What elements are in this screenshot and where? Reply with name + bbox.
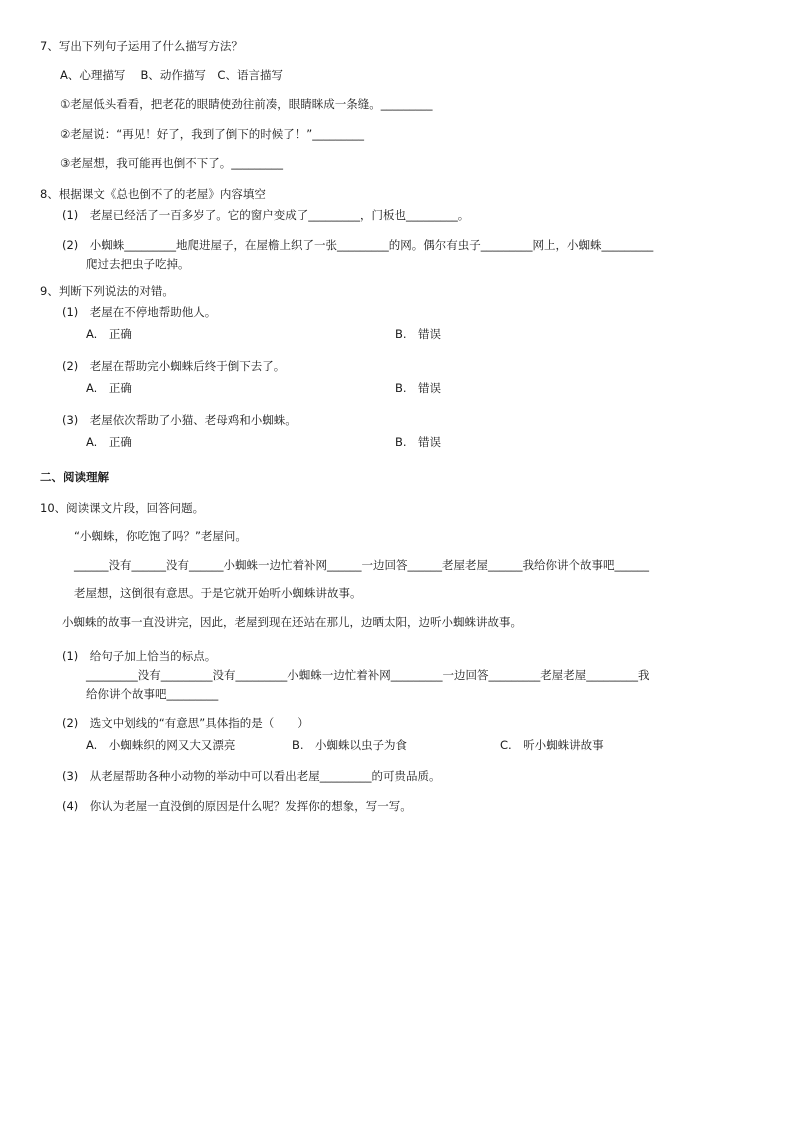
q10-passage-line-1: “小蜘蛛，你吃饱了吗？”老屋问。 <box>74 529 247 543</box>
q7-title: 7、写出下列句子运用了什么描写方法？ <box>40 39 243 53</box>
option-a[interactable]: A. 正确 <box>86 327 132 341</box>
q10-sub-2-options <box>86 737 706 753</box>
q7-sentence-3: ③老屋想，我可能再也倒不下了。_________ <box>60 156 284 170</box>
section-2-heading: 二、阅读理解 <box>40 470 109 484</box>
option-a[interactable]: A. 正确 <box>86 381 132 395</box>
q8-part-2-cont: 爬过去把虫子吃掉。 <box>86 257 190 271</box>
option-b[interactable]: B. 错误 <box>395 327 442 341</box>
q10-sub-1-line-a: _________没有_________没有_________小蜘蛛一边忙着补网_________一边回答_________老屋老屋_________我 <box>86 668 650 682</box>
q9-item-3-options <box>86 434 686 450</box>
q10-passage-line-3: 老屋想，这倒很有意思。于是它就开始听小蜘蛛讲故事。 <box>74 586 362 600</box>
q10-sub-2: (2) 选文中划线的“有意思”具体指的是（ ） <box>62 716 309 730</box>
option-c[interactable]: C. 听小蜘蛛讲故事 <box>500 738 604 752</box>
option-b[interactable]: B. 小蜘蛛以虫子为食 <box>292 738 408 752</box>
q9-item-1: (1) 老屋在不停地帮助他人。 <box>62 305 217 319</box>
q9-title: 9、判断下列说法的对错。 <box>40 284 174 298</box>
q10-passage-line-2: ______没有______没有______小蜘蛛一边忙着补网______一边回答______老屋老屋______我给你讲个故事吧______ <box>74 558 649 572</box>
q8-title: 8、根据课文《总也倒不了的老屋》内容填空 <box>40 187 266 201</box>
q7-sentence-1: ①老屋低头看看，把老花的眼睛使劲往前凑，眼睛眯成一条缝。_________ <box>60 97 433 111</box>
q7-choices: A、心理描写 B、动作描写 C、语言描写 <box>60 68 283 82</box>
option-a[interactable]: A. 正确 <box>86 435 132 449</box>
q10-sub-3: (3) 从老屋帮助各种小动物的举动中可以看出老屋_________的可贵品质。 <box>62 769 441 783</box>
q10-sub-1-line-b: 给你讲个故事吧_________ <box>86 687 219 701</box>
q9-item-1-options <box>86 326 686 342</box>
option-b[interactable]: B. 错误 <box>395 435 442 449</box>
q9-item-2: (2) 老屋在帮助完小蜘蛛后终于倒下去了。 <box>62 359 286 373</box>
option-a[interactable]: A. 小蜘蛛织的网又大又漂亮 <box>86 738 236 752</box>
q9-item-2-options <box>86 380 686 396</box>
q8-part-1: (1) 老屋已经活了一百多岁了。它的窗户变成了_________，门板也_________。 <box>62 208 470 222</box>
q8-part-2: (2) 小蜘蛛_________地爬进屋子，在屋檐上织了一张_________的网。偶尔有虫子_________网上，小蜘蛛_________ <box>62 238 654 252</box>
q10-passage-line-4: 小蜘蛛的故事一直没讲完，因此，老屋到现在还站在那儿，边晒太阳，边听小蜘蛛讲故事。 <box>62 615 522 629</box>
q7-sentence-2: ②老屋说：“再见！好了，我到了倒下的时候了！”_________ <box>60 127 364 141</box>
q10-sub-1: (1) 给句子加上恰当的标点。 <box>62 649 217 663</box>
option-b[interactable]: B. 错误 <box>395 381 442 395</box>
q10-sub-4: (4) 你认为老屋一直没倒的原因是什么呢？发挥你的想象，写一写。 <box>62 799 412 813</box>
q9-item-3: (3) 老屋依次帮助了小猫、老母鸡和小蜘蛛。 <box>62 413 297 427</box>
q10-title: 10、阅读课文片段，回答问题。 <box>40 501 205 515</box>
